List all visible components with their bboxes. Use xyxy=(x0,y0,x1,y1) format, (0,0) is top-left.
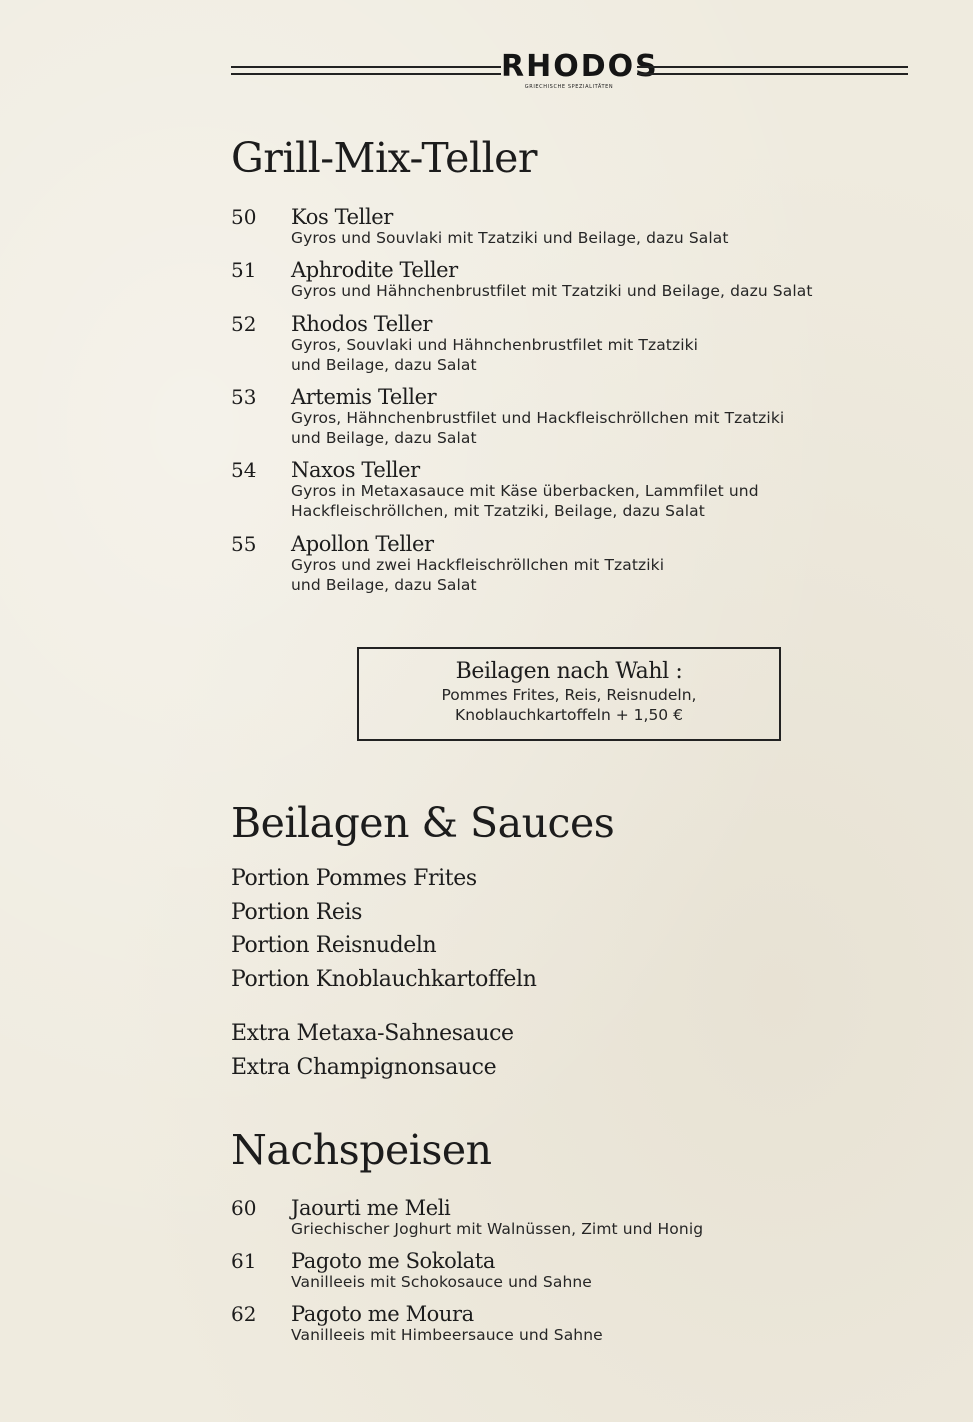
menu-header xyxy=(231,48,908,94)
item-number: 55 xyxy=(231,532,257,556)
item-name: Rhodos Teller xyxy=(291,312,433,336)
sides-choice-line2: Knoblauchkartoffeln + 1,50 € xyxy=(455,706,683,724)
header-rule-left xyxy=(231,66,501,75)
grill-list xyxy=(231,206,851,597)
list-item: Portion Reisnudeln xyxy=(231,933,437,958)
item-name: Kos Teller xyxy=(291,205,393,229)
menu-item xyxy=(231,386,851,459)
sides-choice-line1: Pommes Frites, Reis, Reisnudeln, xyxy=(441,686,697,704)
menu-item xyxy=(231,1197,851,1250)
item-number: 54 xyxy=(231,458,257,482)
item-number: 51 xyxy=(231,258,257,282)
item-description: Griechischer Joghurt mit Walnüssen, Zimt und Honig xyxy=(291,1220,704,1238)
section-title-desserts: Nachspeisen xyxy=(231,1126,492,1174)
item-name: Jaourti me Meli xyxy=(291,1196,451,1220)
list-item: Portion Knoblauchkartoffeln xyxy=(231,966,537,992)
item-number: 52 xyxy=(231,312,257,336)
menu-item xyxy=(231,1250,851,1303)
item-description: Vanilleeis mit Himbeersauce und Sahne xyxy=(291,1326,603,1344)
item-number: 62 xyxy=(231,1302,257,1326)
item-description-line2: und Beilage, dazu Salat xyxy=(291,576,477,594)
item-name: Naxos Teller xyxy=(291,458,420,482)
section-title-sides: Beilagen & Sauces xyxy=(231,799,615,847)
menu-item xyxy=(231,1303,851,1356)
item-description-line2: und Beilage, dazu Salat xyxy=(291,429,477,447)
menu-item xyxy=(231,533,851,597)
item-description: Gyros und Hähnchenbrustfilet mit Tzatziki und Beilage, dazu Salat xyxy=(291,282,813,300)
item-name: Pagoto me Sokolata xyxy=(291,1249,495,1273)
menu-item xyxy=(231,313,851,386)
brand-logo xyxy=(501,48,659,91)
item-name: Pagoto me Moura xyxy=(291,1302,474,1326)
header-rule-right xyxy=(637,66,908,75)
sides-choice-title: Beilagen nach Wahl : xyxy=(455,659,683,684)
item-description: Gyros, Hähnchenbrustfilet und Hackfleischröllchen mit Tzatziki xyxy=(291,409,785,427)
extras-list xyxy=(231,1017,831,1084)
menu-item xyxy=(231,259,851,313)
item-description: Gyros und Souvlaki mit Tzatziki und Beilage, dazu Salat xyxy=(291,229,729,247)
item-number: 60 xyxy=(231,1196,257,1220)
list-item: Portion Reis xyxy=(231,899,363,925)
item-number: 50 xyxy=(231,205,257,229)
item-description: Gyros und zwei Hackfleischröllchen mit Tzatziki xyxy=(291,556,665,574)
dessert-list xyxy=(231,1197,851,1356)
item-description: Gyros, Souvlaki und Hähnchenbrustfilet mit Tzatziki xyxy=(291,336,699,354)
section-title-grill: Grill-Mix-Teller xyxy=(231,134,537,182)
item-description: Vanilleeis mit Schokosauce und Sahne xyxy=(291,1273,592,1291)
menu-item xyxy=(231,206,851,259)
item-name: Artemis Teller xyxy=(291,385,437,409)
list-item: Portion Pommes Frites xyxy=(231,866,477,891)
brand-name: RHODOS xyxy=(501,49,659,84)
sides-choice-box xyxy=(357,647,781,741)
item-name: Aphrodite Teller xyxy=(291,258,458,282)
portions-list xyxy=(231,862,831,996)
menu-item xyxy=(231,459,851,533)
item-description: Gyros in Metaxasauce mit Käse überbacken, Lammfilet und xyxy=(291,482,759,500)
item-description-line2: Hackfleischröllchen, mit Tzatziki, Beilage, dazu Salat xyxy=(291,502,705,520)
list-item: Extra Metaxa-Sahnesauce xyxy=(231,1021,514,1046)
item-description-line2: und Beilage, dazu Salat xyxy=(291,356,477,374)
list-item: Extra Champignonsauce xyxy=(231,1054,497,1080)
item-name: Apollon Teller xyxy=(291,532,434,556)
item-number: 61 xyxy=(231,1249,257,1273)
item-number: 53 xyxy=(231,385,257,409)
brand-tagline: GRIECHISCHE SPEZIALITÄTEN xyxy=(524,84,614,90)
